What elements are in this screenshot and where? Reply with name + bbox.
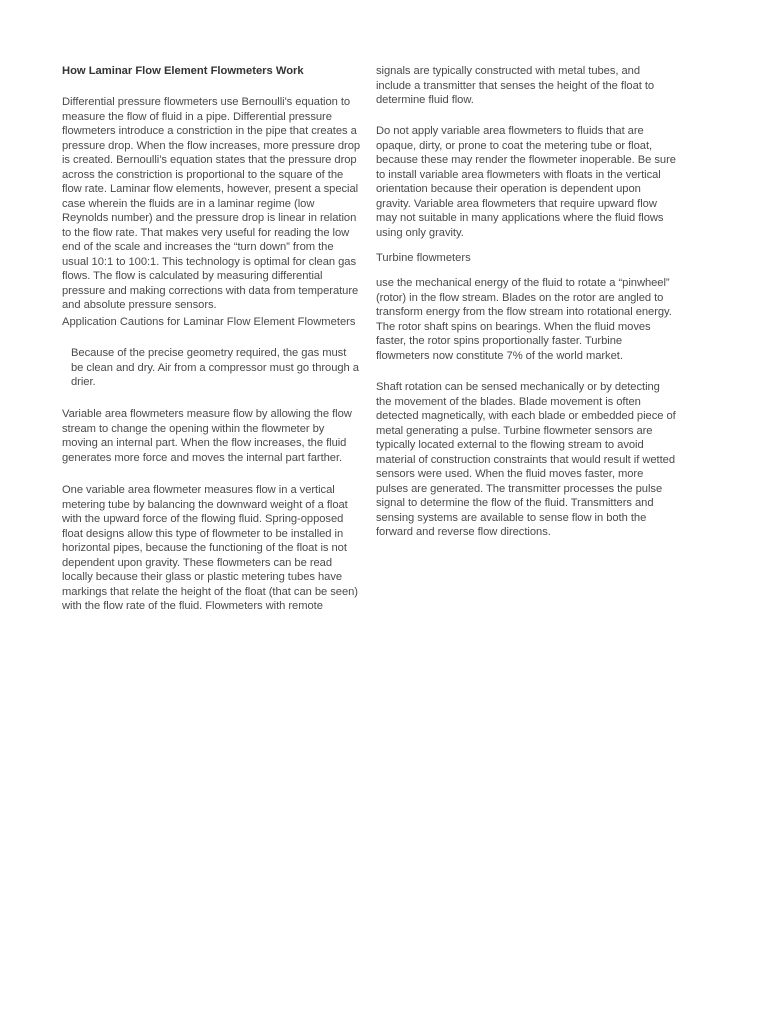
paragraph-cautions-variable-area: Do not apply variable area flowmeters to fluids that are opaque, dirty, or prone to coat the metering tube or float, because these may render the flowmeter inoperable. Be sure to install variable area flowmeters with floats in the vertical orientation because their operation is dependent upon gravity. Variable area flowmeters that require upward flow may not suitable in many applications where the fluid flows using only gravity. (376, 125, 676, 239)
turbine-heading: Turbine flowmeters (376, 252, 471, 264)
paragraph-differential-pressure: Differential pressure flowmeters use Bernoulli's equation to measure the flow of fluid in a pipe. Differential pressure flowmeters introduce a constriction in the pipe that creates a pressure drop. When the flow increases, more pressure drop is created. Bernoulli’s equation states that the pressure drop across the constriction is proportional to the square of the flow rate. Laminar flow elements, however, present a special case wherein the fluids are in a laminar regime (low Reynolds number) and the pressure drop is linear in relation to the flow rate. That makes very useful for reading the low end of the scale and increases the “turn down” from the usual 10:1 to 100:1. This technology is optimal for clean gas flows. The flow is calculated by measuring differential pressure and making corrections with data from temperature and absolute pressure sensors. (62, 96, 361, 311)
paragraph-remote-signals: signals are typically constructed with metal tubes, and include a transmitter that senses the height of the float to determine fluid flow. (376, 65, 655, 106)
paragraph-variable-area: Variable area flowmeters measure flow by allowing the flow stream to change the opening within the flowmeter by moving an internal part. When the flow increases, the fluid generates more force and moves the internal part farther. (62, 408, 352, 464)
paragraph-vertical-metering: One variable area flowmeter measures flow in a vertical metering tube by balancing the downward weight of a float with the upward force of the flowing fluid. Spring-opposed float designs allow this type of flowmeter to be installed in horizontal pipes, because the functioning of the float is not dependent upon gravity. These flowmeters can be read locally because their glass or plastic metering tubes have markings that relate the height of the float (that can be seen) with the flow rate of the fluid. Flowmeters with remote (62, 484, 358, 612)
paragraph-shaft-rotation: Shaft rotation can be sensed mechanically or by detecting the movement of the blades. Blade movement is often detected magnetically, with each blade or embedded piece of metal generating a pulse. Turbine flowmeter sensors are typically located external to the flowing stream to avoid material of construction constraints that would result if wetted sensors were used. When the fluid moves faster, more pulses are generated. The transmitter processes the pulse signal to determine the flow of the fluid. Transmitters and sensing systems are available to sense flow in both the forward and reverse flow directions. (376, 381, 676, 538)
caution-paragraph: Because of the precise geometry required, the gas must be clean and dry. Air from a compressor must go through a drier. (71, 347, 359, 388)
cautions-heading: Application Cautions for Laminar Flow Element Flowmeters (62, 316, 356, 328)
section-heading-laminar: How Laminar Flow Element Flowmeters Work (62, 65, 304, 77)
paragraph-turbine: use the mechanical energy of the fluid to rotate a “pinwheel” (rotor) in the flow stream. Blades on the rotor are angled to transform energy from the flow stream into rotational energy. The rotor shaft spins on bearings. When the fluid moves faster, the rotor spins proportionally faster. Turbine flowmeters now constitute 7% of the world market. (376, 277, 672, 362)
